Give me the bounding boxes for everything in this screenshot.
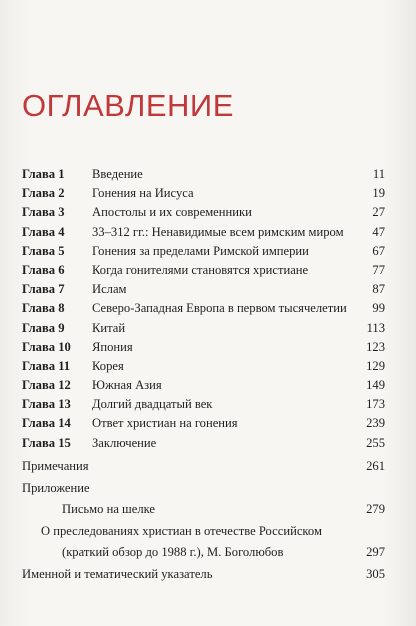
page-number: 19	[372, 186, 385, 201]
chapter-label: Глава 3	[22, 205, 65, 220]
page-number: 99	[372, 301, 385, 316]
chapter-label: Глава 15	[22, 435, 71, 450]
chapter-label: Глава 7	[22, 282, 65, 297]
entry-title: О преследованиях христиан в отечестве Российском	[41, 523, 322, 538]
chapter-label: Глава 9	[22, 320, 65, 335]
chapter-title: Ислам	[92, 282, 127, 297]
chapter-title: Япония	[92, 339, 133, 354]
chapter-label: Глава 6	[22, 262, 65, 277]
entry-title: Именной и тематический указатель	[22, 566, 213, 581]
toc-row	[22, 357, 385, 376]
toc-row	[22, 376, 385, 395]
chapter-title: Южная Азия	[92, 378, 162, 393]
toc-row	[22, 395, 385, 414]
back-matter-row-index	[22, 564, 385, 586]
toc-row	[22, 414, 385, 433]
chapter-label: Глава 4	[22, 224, 65, 239]
chapter-title: 33–312 гг.: Ненавидимые всем римским миром	[92, 224, 344, 239]
toc-row	[22, 299, 385, 318]
back-matter-row-appendix	[22, 478, 385, 500]
page-number: 77	[372, 262, 385, 277]
page-number: 27	[372, 205, 385, 220]
table-of-contents	[22, 165, 385, 453]
page-number: 305	[366, 566, 385, 581]
chapter-label: Глава 8	[22, 301, 65, 316]
page-number: 11	[372, 167, 385, 181]
page-number: 297	[366, 545, 385, 559]
chapter-label: Глава 10	[22, 339, 71, 354]
chapter-title: Гонения на Иисуса	[92, 186, 194, 201]
page-number: 123	[366, 339, 385, 354]
page-number: 129	[366, 358, 385, 373]
back-matter-row-notes	[22, 456, 385, 478]
chapter-title: Заключение	[92, 435, 157, 450]
chapter-title: Китай	[92, 320, 126, 335]
toc-row	[22, 184, 385, 203]
chapter-title: Апостолы и их современники	[92, 205, 252, 220]
chapter-title: Северо-Западная Европа в первом тысячелетии	[92, 301, 347, 316]
entry-title: Приложение	[22, 480, 90, 495]
chapter-title: Корея	[92, 358, 124, 373]
entry-title: (краткий обзор до 1988 г.), М. Боголюбов	[62, 545, 284, 559]
back-matter	[22, 456, 385, 585]
chapter-title: Когда гонителями становятся христиане	[92, 262, 309, 277]
toc-row	[22, 280, 385, 299]
toc-row	[22, 242, 385, 261]
page-number: 47	[372, 224, 385, 239]
page-number: 87	[372, 282, 385, 297]
page-title: ОГЛАВЛЕНИЕ	[22, 88, 234, 123]
toc-row	[22, 261, 385, 280]
toc-row	[22, 203, 385, 222]
chapter-label: Глава 5	[22, 243, 65, 258]
page-number: 255	[366, 435, 385, 450]
chapter-title: Ответ христиан на гонения	[92, 416, 238, 431]
toc-row	[22, 434, 385, 453]
chapter-label: Глава 11	[22, 358, 71, 373]
toc-row	[22, 338, 385, 357]
page-number: 261	[366, 459, 385, 473]
page-number: 239	[366, 416, 385, 431]
chapter-title: Введение	[92, 167, 143, 181]
page-number: 113	[366, 320, 385, 335]
back-matter-row-persecution	[22, 521, 385, 543]
back-matter-row-silk-letter	[22, 499, 385, 521]
chapter-title: Долгий двадцатый век	[92, 397, 213, 412]
chapter-label: Глава 12	[22, 378, 71, 393]
entry-title: Примечания	[22, 459, 89, 473]
page-number: 279	[366, 502, 385, 516]
entry-title: Письмо на шелке	[62, 502, 156, 516]
toc-row	[22, 223, 385, 242]
page-number: 67	[372, 243, 385, 258]
toc-row	[22, 165, 385, 184]
page-number: 149	[366, 378, 385, 393]
page-number: 173	[366, 397, 385, 412]
chapter-label: Глава 2	[22, 186, 65, 201]
chapter-title: Гонения за пределами Римской империи	[92, 243, 309, 258]
chapter-label: Глава 14	[22, 416, 71, 431]
chapter-label: Глава 1	[22, 167, 65, 181]
toc-row	[22, 319, 385, 338]
chapter-label: Глава 13	[22, 397, 71, 412]
back-matter-row-persecution-cont	[22, 542, 385, 564]
